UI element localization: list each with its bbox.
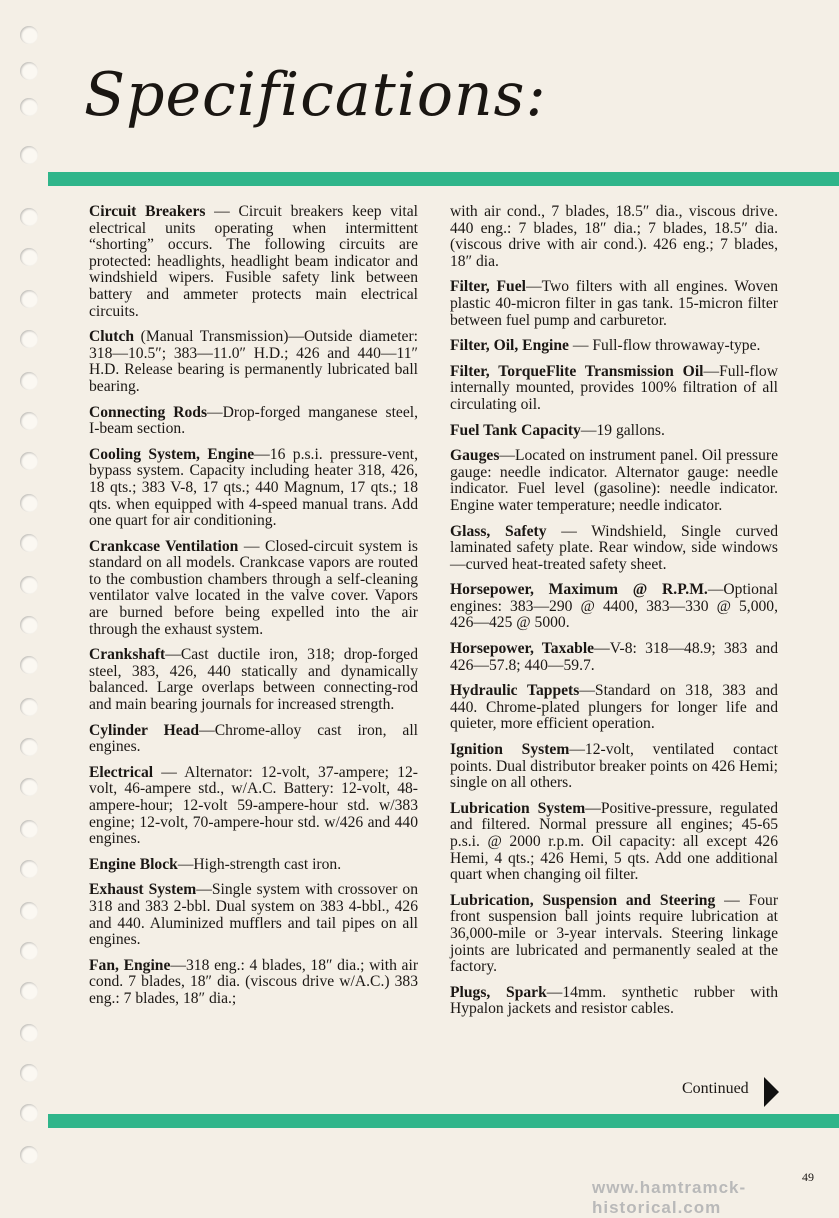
binder-hole-icon bbox=[20, 534, 38, 552]
spec-body: Four front suspension ball joints require lubrication at 36,000-mile or 3-year intervals. Steering linkage joints are lubricated and permanently sealed at the factory. bbox=[450, 891, 779, 976]
spec-entry bbox=[450, 683, 778, 733]
binder-hole-icon bbox=[20, 412, 38, 430]
spec-body: Circuit breakers keep vital electrical units operating when intermittent “shorting” occurs. The following circuits are protected: headlights, headlight beam indicator and windshield wipers. Fusible safety link between battery and ammeter protects main electrical circuits. bbox=[89, 203, 419, 320]
binder-hole-icon bbox=[20, 860, 38, 878]
spec-body: Alternator: 12-volt, 37-ampere; 12-volt, 46-ampere std., w/A.C. Battery: 12-volt, 48-ampere-hour; 12-volt 59-ampere-hour std. w/383 engine; 12-volt, 70-ampere-hour std. w/426 and 440 engines. bbox=[89, 763, 419, 848]
spec-separator: — bbox=[199, 721, 215, 739]
spec-entry bbox=[450, 423, 778, 440]
spec-separator: — bbox=[153, 763, 185, 781]
right-column bbox=[450, 204, 778, 1027]
spec-term: Filter, Fuel bbox=[450, 278, 526, 296]
binder-hole-icon bbox=[20, 62, 38, 80]
spec-entry bbox=[450, 641, 778, 674]
spec-term: Exhaust System bbox=[89, 881, 197, 899]
binder-hole-icon bbox=[20, 330, 38, 348]
binder-hole-icon bbox=[20, 146, 38, 164]
spec-separator: — bbox=[546, 983, 563, 1001]
spec-separator: — bbox=[238, 537, 265, 555]
spec-term: Hydraulic Tappets bbox=[450, 682, 580, 700]
arrow-right-icon[interactable] bbox=[764, 1077, 779, 1107]
spec-term: Engine Block bbox=[89, 855, 178, 873]
spec-separator: — bbox=[715, 891, 749, 909]
spec-separator: — bbox=[579, 682, 595, 700]
spec-entry bbox=[450, 582, 778, 632]
spec-term: Filter, Oil, Engine bbox=[450, 337, 569, 355]
spec-entry bbox=[89, 882, 418, 948]
spec-separator: — bbox=[526, 278, 542, 296]
spec-term: Clutch bbox=[89, 328, 135, 346]
spec-separator: — bbox=[177, 855, 194, 873]
spec-entry bbox=[89, 958, 418, 1008]
binder-hole-icon bbox=[20, 372, 38, 390]
spec-separator: — bbox=[585, 799, 601, 817]
spec-entry bbox=[89, 447, 418, 530]
continuation-text: with air cond., 7 blades, 18.5″ dia., viscous drive. 440 eng.: 7 blades, 18″ dia.; 7 blades, 18.5″ dia. (viscous drive with air cond.). 426 eng.; 7 blades, 18″ dia. bbox=[450, 203, 778, 270]
spec-body: Optional engines: 383—290 @ 4400, 383—330 @ 5,000, 426—425 @ 5000. bbox=[450, 581, 778, 632]
spec-term: Horsepower, Maximum @ R.P.M. bbox=[450, 581, 708, 599]
binder-hole-icon bbox=[20, 26, 38, 44]
spec-term: Horsepower, Taxable bbox=[450, 640, 595, 658]
spec-term: Fuel Tank Capacity bbox=[450, 421, 581, 439]
binder-hole-icon bbox=[20, 576, 38, 594]
binder-hole-icon bbox=[20, 698, 38, 716]
watermark: www.hamtramck-historical.com bbox=[592, 1178, 747, 1217]
spec-body: Chrome-alloy cast iron, all engines. bbox=[89, 721, 418, 756]
top-color-band bbox=[48, 172, 839, 186]
spec-entry bbox=[89, 765, 418, 848]
spec-separator bbox=[134, 328, 141, 345]
spec-term: Ignition System bbox=[450, 741, 570, 759]
spec-separator: — bbox=[707, 581, 724, 599]
spec-term: Connecting Rods bbox=[89, 403, 208, 421]
spec-entry bbox=[89, 405, 418, 438]
spec-body: V-8: 318—48.9; 383 and 426—57.8; 440—59.7. bbox=[450, 640, 779, 674]
spec-entry bbox=[450, 893, 778, 976]
spec-separator: — bbox=[594, 640, 610, 658]
spec-term: Gauges bbox=[450, 447, 500, 465]
spec-term: Crankshaft bbox=[89, 646, 166, 664]
binder-hole-icon bbox=[20, 208, 38, 226]
spec-entry bbox=[89, 723, 418, 756]
spec-body: Positive-pressure, regulated and filtered. Normal pressure all engines; 45-65 p.s.i. @ 2000 r.p.m. Oil capacity: all except 426 Hemi, 4 qts.; 426 Hemi, 5 qts. Add one additional quart when changing oil filter. bbox=[450, 799, 778, 884]
spec-entry bbox=[89, 539, 418, 639]
page-title: Specifications: bbox=[84, 60, 547, 130]
spec-body: Two filters with all engines. Woven plastic 40-micron filter in gas tank. 15-micron filter between fuel pump and carburetor. bbox=[450, 278, 779, 329]
spec-separator: — bbox=[569, 741, 585, 759]
spec-entry bbox=[450, 338, 778, 355]
binder-hole-icon bbox=[20, 1064, 38, 1082]
spec-entry bbox=[89, 329, 418, 395]
spec-term: Fan, Engine bbox=[89, 956, 171, 974]
binder-hole-icon bbox=[20, 1104, 38, 1122]
spec-separator: — bbox=[546, 522, 592, 540]
spec-body: Standard on 318, 383 and 440. Chrome-plated plungers for longer life and quieter, more efficient operation. bbox=[450, 682, 778, 733]
spec-body: 318 eng.: 4 blades, 18″ dia.; with air cond. 7 blades, 18″ dia. (viscous drive w/A.C.) 383 eng.: 7 blades, 18″ dia.; bbox=[89, 956, 419, 1007]
spec-separator: — bbox=[207, 403, 223, 421]
spec-body: (Manual Transmission)—Outside diameter: 318—10.5″; 383—11.0″ H.D.; 426 and 440—11″ H.D. Release bearing is permanently lubricated ball bearing. bbox=[89, 328, 418, 395]
spec-body: 12-volt, ventilated contact points. Dual distributor breaker points on 426 Hemi; single on all others. bbox=[450, 741, 779, 792]
spec-term: Filter, TorqueFlite Transmission Oil bbox=[450, 362, 704, 380]
spec-body: Windshield, Single curved laminated safety plate. Rear window, side windows—curved heat-treated safety sheet. bbox=[450, 522, 779, 573]
binder-hole-icon bbox=[20, 452, 38, 470]
spec-body: Cast ductile iron, 318; drop-forged steel, 383, 426, 440 statically and dynamically balanced. Large overlaps between connecting-rod and main bearing journals for increased strength. bbox=[89, 646, 418, 714]
spec-entry bbox=[450, 742, 778, 792]
binder-hole-icon bbox=[20, 1146, 38, 1164]
binder-hole-icon bbox=[20, 494, 38, 512]
right-column-entries bbox=[450, 279, 778, 1018]
spec-body: Drop-forged manganese steel, I-beam section. bbox=[89, 403, 418, 438]
spec-body: 19 gallons. bbox=[596, 421, 665, 439]
spec-entry bbox=[450, 524, 778, 574]
spec-separator: — bbox=[196, 881, 212, 899]
spec-term: Lubrication, Suspension and Steering bbox=[450, 891, 716, 909]
spec-body: Full-flow throwaway-type. bbox=[592, 337, 761, 355]
spec-term: Lubrication System bbox=[450, 799, 586, 817]
spec-entry bbox=[89, 857, 418, 874]
binder-hole-icon bbox=[20, 820, 38, 838]
binder-hole-icon bbox=[20, 248, 38, 266]
spec-term: Circuit Breakers bbox=[89, 203, 206, 220]
spec-separator: — bbox=[165, 646, 181, 664]
spec-body: 16 p.s.i. pressure-vent, bypass system. Capacity including heater 318, 426, 18 qts.; 383 V-8, 17 qts.; 440 Magnum, 17 qts.; 18 qts. when equipped with 4-speed manual trans. Add one quart for air conditioning. bbox=[89, 445, 418, 530]
spec-term: Cooling System, Engine bbox=[89, 445, 255, 463]
spec-entry bbox=[450, 985, 778, 1018]
binder-hole-icon bbox=[20, 902, 38, 920]
spec-body: 14mm. synthetic rubber with Hypalon jackets and resistor cables. bbox=[450, 983, 778, 1018]
binder-hole-icon bbox=[20, 616, 38, 634]
spec-entry bbox=[450, 801, 778, 884]
continued-label[interactable]: Continued bbox=[682, 1080, 749, 1097]
binder-hole-icon bbox=[20, 942, 38, 960]
binder-hole-icon bbox=[20, 738, 38, 756]
spec-body: Single system with crossover on 318 and 383 2-bbl. Dual system on 383 4-bbl., 426 and 440. Aluminized mufflers and tail pipes on all engines. bbox=[89, 881, 418, 949]
spec-separator: — bbox=[703, 362, 720, 380]
left-column bbox=[89, 204, 418, 1017]
binder-hole-icon bbox=[20, 982, 38, 1000]
binder-hole-icon bbox=[20, 290, 38, 308]
binder-hole-icon bbox=[20, 778, 38, 796]
spec-term: Glass, Safety bbox=[450, 522, 547, 540]
spec-separator: — bbox=[499, 447, 515, 465]
spec-separator: — bbox=[580, 421, 597, 439]
spec-term: Electrical bbox=[89, 763, 154, 781]
spec-separator: — bbox=[170, 956, 186, 974]
spec-entry bbox=[89, 647, 418, 713]
spec-term: Plugs, Spark bbox=[450, 983, 547, 1001]
spec-term: Crankcase Ventilation bbox=[89, 537, 239, 555]
spec-body: Closed-circuit system is standard on all models. Crankcase vapors are routed to the combustion chambers through a self-cleaning ventilator valve located in the valve cover. Vapors are burned before being expelled into the air through the exhaust system. bbox=[89, 537, 418, 638]
spec-body: Full-flow internally mounted, provides 100% filtration of all circulating oil. bbox=[450, 362, 778, 413]
page-number: 49 bbox=[802, 1170, 814, 1184]
spec-term: Cylinder Head bbox=[89, 721, 200, 739]
spec-entry bbox=[450, 364, 778, 414]
spec-entry bbox=[450, 448, 778, 514]
spec-entry bbox=[89, 204, 418, 320]
binder-hole-icon bbox=[20, 656, 38, 674]
spec-body: Located on instrument panel. Oil pressure gauge: needle indicator. Alternator gauge: needle indicator. Fuel level (gasoline): needle indicator. Engine water temperature; needle indicator. bbox=[450, 447, 778, 514]
spec-entry bbox=[450, 279, 778, 329]
binder-hole-icon bbox=[20, 1024, 38, 1042]
bottom-color-band bbox=[48, 1114, 839, 1128]
spec-body: High-strength cast iron. bbox=[193, 855, 342, 873]
spec-separator: — bbox=[568, 337, 593, 355]
binder-hole-icon bbox=[20, 98, 38, 116]
spec-separator: — bbox=[254, 445, 270, 463]
spec-separator: — bbox=[205, 203, 239, 220]
